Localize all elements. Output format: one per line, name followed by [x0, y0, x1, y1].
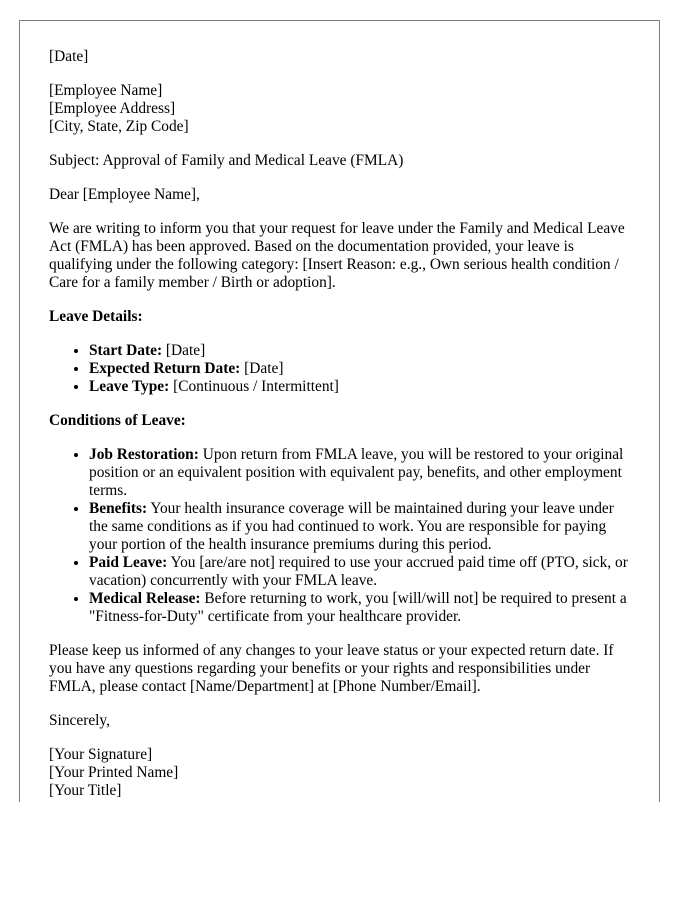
leave-details-heading: Leave Details:	[49, 308, 143, 325]
list-item-value: You [are/are not] required to use your accrued paid time off (PTO, sick, or vacation) concurrently with your FMLA leave.	[89, 554, 628, 589]
list-item-label: Leave Type:	[89, 378, 170, 395]
letter-page	[19, 20, 660, 802]
list-item	[89, 378, 630, 396]
list-item	[89, 554, 630, 590]
closing-paragraph: Please keep us informed of any changes to your leave status or your expected return date. If you have any questions regarding your benefits or your rights and responsibilities under FMLA, please contact [Name/Department] at [Phone Number/Email].	[49, 642, 614, 695]
list-item-label: Medical Release:	[89, 590, 201, 607]
intro-paragraph: We are writing to inform you that your request for leave under the Family and Medical Leave Act (FMLA) has been approved. Based on the documentation provided, your leave is qualifying under the following category: [Insert Reason: e.g., Own serious health condition / Care for a family member / Birth or adoption].	[49, 220, 625, 291]
employee-name: [Employee Name]	[49, 82, 163, 99]
list-item-value: [Continuous / Intermittent]	[169, 378, 339, 395]
list-item-label: Paid Leave:	[89, 554, 168, 571]
letter-date	[49, 48, 630, 66]
list-item-value: [Date]	[240, 360, 284, 377]
recipient-address-block	[49, 82, 630, 136]
subject-line: Subject: Approval of Family and Medical Leave (FMLA)	[49, 152, 404, 169]
list-item-label: Expected Return Date:	[89, 360, 241, 377]
salutation: Dear [Employee Name],	[49, 186, 200, 203]
list-item	[89, 590, 630, 626]
leave-details-list	[49, 342, 630, 396]
list-item-value: Upon return from FMLA leave, you will be restored to your original position or an equivalent position with equivalent pay, benefits, and other employment terms.	[89, 446, 624, 499]
list-item-label: Benefits:	[89, 500, 148, 517]
signature-placeholder: [Your Signature]	[49, 746, 153, 763]
conditions-list	[49, 446, 630, 626]
list-item	[89, 500, 630, 554]
list-item-label: Job Restoration:	[89, 446, 199, 463]
signature-block	[49, 746, 630, 800]
list-item-value: Before returning to work, you [will/will not] be required to present a "Fitness-for-Duty" certificate from your healthcare provider.	[89, 590, 627, 625]
employee-address: [Employee Address]	[49, 100, 176, 117]
list-item	[89, 342, 630, 360]
list-item	[89, 446, 630, 500]
conditions-heading: Conditions of Leave:	[49, 412, 186, 429]
list-item	[89, 360, 630, 378]
signer-title: [Your Title]	[49, 782, 122, 799]
date-text: [Date]	[49, 48, 89, 65]
city-state-zip: [City, State, Zip Code]	[49, 118, 189, 135]
signoff-closing: Sincerely,	[49, 712, 110, 729]
printed-name: [Your Printed Name]	[49, 764, 179, 781]
list-item-value: Your health insurance coverage will be maintained during your leave under the same conditions as if you had continued to work. You are responsible for paying your portion of the health insurance premiums during this period.	[89, 500, 614, 553]
list-item-value: [Date]	[162, 342, 206, 359]
list-item-label: Start Date:	[89, 342, 163, 359]
